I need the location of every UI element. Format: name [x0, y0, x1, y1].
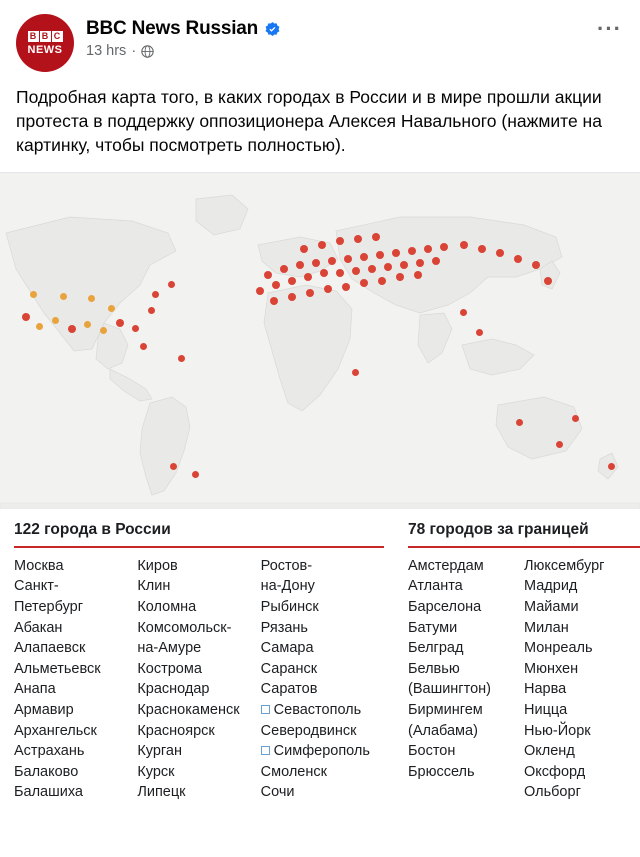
russia-cities-title: 122 города в России	[14, 520, 171, 538]
list-item: Петербург	[14, 599, 84, 616]
list-item: Москва	[14, 557, 64, 574]
list-item: Астрахань	[14, 743, 85, 760]
russia-divider	[14, 546, 384, 548]
abroad-cities-block	[394, 521, 640, 803]
list-item: Белград	[408, 640, 464, 657]
list-item: Монреаль	[524, 640, 593, 657]
abroad-column-1	[408, 556, 524, 803]
list-item: Армавир	[14, 701, 74, 718]
page-name[interactable]: BBC News Russian	[86, 18, 259, 39]
meta-separator: ·	[131, 43, 137, 59]
list-item: Люксембург	[524, 557, 605, 574]
list-item-marked	[261, 741, 384, 762]
list-item: Рязань	[260, 619, 308, 636]
list-item: Санкт-	[14, 578, 59, 595]
list-item: Балашиха	[14, 784, 83, 801]
avatar[interactable]	[16, 14, 74, 72]
russia-column-3	[261, 556, 384, 803]
list-item: Нью-Йорк	[524, 722, 591, 739]
list-item: Алапаевск	[14, 640, 86, 657]
verified-badge-icon	[264, 21, 281, 38]
list-item: Нарва	[524, 681, 567, 698]
list-item: Балаково	[14, 763, 79, 780]
list-item: Кострома	[137, 660, 202, 677]
russia-columns	[14, 556, 384, 803]
list-item-label: Севастополь	[273, 701, 362, 718]
list-item: Ницца	[524, 701, 568, 718]
list-item: Абакан	[14, 619, 63, 636]
post-more-options-button[interactable]: ···	[597, 16, 622, 41]
list-item-marked	[261, 700, 384, 721]
list-item: Красноярск	[137, 722, 215, 739]
list-item: Саранск	[260, 660, 318, 677]
world-map-graphic	[0, 173, 640, 509]
list-item: Бирмингем	[408, 701, 483, 718]
abroad-columns	[408, 556, 640, 803]
avatar-bbc-letters	[28, 31, 63, 42]
list-item: Северодвинск	[260, 722, 357, 739]
list-item: Мадрид	[524, 578, 578, 595]
list-item: Краснокаменск	[137, 701, 240, 718]
list-item: на-Дону	[260, 578, 315, 595]
list-item: Мюнхен	[524, 660, 579, 677]
list-item: Милан	[524, 619, 569, 636]
list-item: Краснодар	[137, 681, 210, 698]
post-message-text: Подробная карта того, в каких городах в России и в мире прошли акции протеста в поддержку оппозиционера Алексея Навального (нажмите на картинку, чтобы посмотреть полностью).	[16, 87, 602, 155]
attachment-card[interactable]	[0, 172, 640, 803]
list-item: Амстердам	[408, 557, 484, 574]
list-item: Окленд	[524, 743, 575, 760]
list-item: на-Амуре	[137, 640, 202, 657]
list-item: Барселона	[408, 599, 482, 616]
list-item: Анапа	[14, 681, 56, 698]
list-item: Комсомольск-	[137, 619, 232, 636]
post-meta-row	[86, 43, 624, 59]
list-item: Архангельск	[14, 722, 97, 739]
russia-cities-block	[14, 521, 394, 803]
list-item: Киров	[137, 557, 178, 574]
list-item: Саратов	[260, 681, 318, 698]
list-item: Брюссель	[408, 763, 475, 780]
city-lists	[0, 509, 640, 803]
list-item-label: Симферополь	[273, 743, 370, 760]
list-item: Курган	[137, 743, 182, 760]
list-item: Ростов-	[260, 557, 313, 574]
post-header-text	[86, 14, 624, 59]
page-name-row	[86, 18, 624, 40]
abroad-column-2	[524, 556, 640, 803]
list-item: Смоленск	[260, 763, 327, 780]
list-item: (Алабама)	[408, 722, 478, 739]
russia-column-2	[137, 556, 260, 803]
list-item: Майами	[524, 599, 579, 616]
list-item: Атланта	[408, 578, 463, 595]
russia-column-1	[14, 556, 137, 803]
disputed-marker-icon	[261, 746, 270, 755]
list-item: Ольборг	[524, 784, 581, 801]
list-item: Батуми	[408, 619, 458, 636]
abroad-divider	[408, 546, 640, 548]
disputed-marker-icon	[261, 705, 270, 714]
list-item: Курск	[137, 763, 175, 780]
list-item: Самара	[260, 640, 314, 657]
avatar-letter-b2: B	[40, 31, 51, 42]
protest-map-image[interactable]	[0, 173, 640, 509]
globe-icon	[141, 45, 154, 58]
list-item: Коломна	[137, 599, 197, 616]
post-header	[0, 0, 640, 78]
list-item: (Вашингтон)	[408, 681, 491, 698]
list-item: Альметьевск	[14, 660, 101, 677]
avatar-letter-c: C	[52, 31, 63, 42]
list-item: Клин	[137, 578, 171, 595]
list-item: Рыбинск	[260, 599, 319, 616]
list-item: Оксфорд	[524, 763, 586, 780]
list-item: Бостон	[408, 743, 456, 760]
list-item: Сочи	[260, 784, 295, 801]
avatar-letter-b1: B	[28, 31, 39, 42]
list-item: Белвью	[408, 660, 460, 677]
list-item: Липецк	[137, 784, 186, 801]
post-timestamp[interactable]: 13 hrs	[86, 43, 127, 59]
avatar-news-word: NEWS	[27, 43, 63, 56]
abroad-cities-title: 78 городов за границей	[408, 520, 589, 538]
